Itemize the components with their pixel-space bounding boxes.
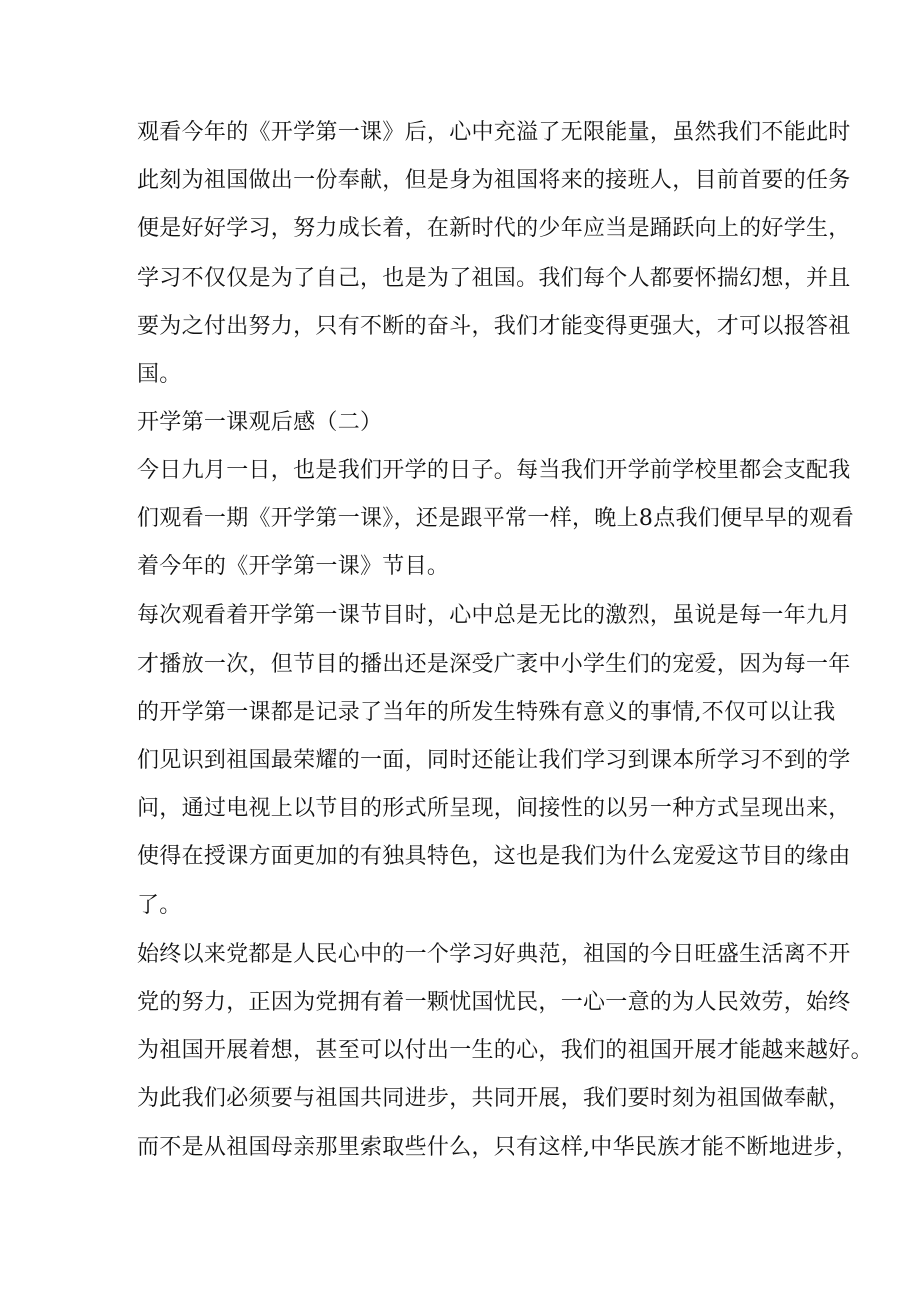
text-line: 每次观看着开学第一课节目时，心中总是无比的激烈，虽说是每一年九月 xyxy=(137,603,851,628)
text-line: 了。 xyxy=(137,893,182,918)
text-line: 观看今年的《开学第一课》后，心中充溢了无限能量，虽然我们不能此时 xyxy=(137,120,851,145)
text-line: 们见识到祖国最荣耀的一面，同时还能让我们学习到课本所学习不到的学 xyxy=(137,748,851,773)
text-line: 要为之付出努力，只有不断的奋斗，我们才能变得更强大，才可以报答祖 xyxy=(137,314,851,339)
text-line: 的开学第一课都是记录了当年的所发生特殊有意义的事情,不仅可以让我 xyxy=(137,700,836,725)
text-line: 始终以来党都是人民心中的一个学习好典范，祖国的今日旺盛生活离不开 xyxy=(137,942,851,967)
text-line: 此刻为祖国做出一份奉献，但是身为祖国将来的接班人，目前首要的任务 xyxy=(137,168,851,193)
text-line: 而不是从祖国母亲那里索取些什么，只有这样,中华民族才能不断地进步， xyxy=(137,1135,858,1160)
text-line: 为此我们必须要与祖国共同进步，共同开展，我们要时刻为祖国做奉献， xyxy=(137,1086,851,1111)
text-line: 使得在授课方面更加的有独具特色，这也是我们为什么宠爱这节目的缘由 xyxy=(137,844,851,869)
text-line: 党的努力，正因为党拥有着一颗忧国忧民，一心一意的为人民效劳，始终 xyxy=(137,990,851,1015)
text-line: 便是好好学习，努力成长着，在新时代的少年应当是踊跃向上的好学生， xyxy=(137,216,851,241)
text-line: 国。 xyxy=(137,362,182,387)
section-heading: 开学第一课观后感（二） xyxy=(137,410,383,435)
text-line: 们观看一期《开学第一课》，还是跟平常一样，晚上8点我们便早早的观看 xyxy=(137,506,854,531)
text-line: 学习不仅仅是为了自己，也是为了祖国。我们每个人都要怀揣幻想，并且 xyxy=(137,266,851,291)
text-line: 问，通过电视上以节目的形式所呈现，间接性的以另一种方式呈现出来， xyxy=(137,796,851,821)
text-line: 今日九月一日，也是我们开学的日子。每当我们开学前学校里都会支配我 xyxy=(137,458,851,483)
text-line: 才播放一次，但节目的播出还是深受广袤中小学生们的宠爱，因为每一年 xyxy=(137,652,851,677)
text-line: 着今年的《开学第一课》节目。 xyxy=(137,554,450,579)
text-line: 为祖国开展着想，甚至可以付出一生的心，我们的祖国开展才能越来越好。 xyxy=(137,1038,873,1063)
